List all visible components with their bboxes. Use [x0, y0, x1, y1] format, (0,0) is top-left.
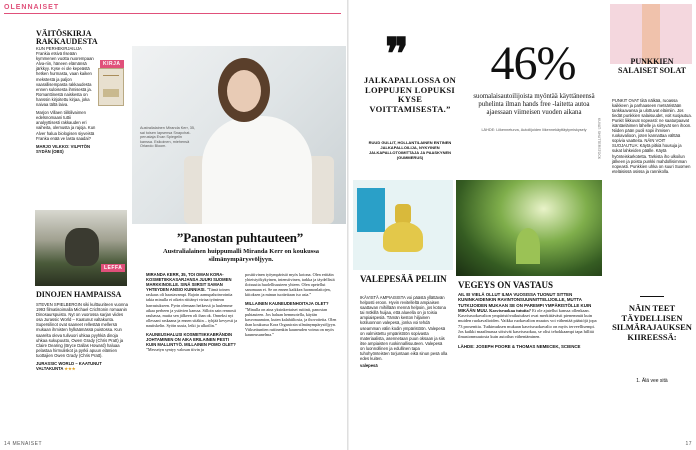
- dino-credit: JURASSIC WORLD – KAATUNUT VALTAKUNTA: [36, 361, 102, 372]
- section-label: OLENNAISET: [4, 4, 60, 11]
- top-rule: [4, 13, 341, 14]
- feature-body: ”Tämä toinen raskaus oli haastavampi. Rajoin aamupahoinvointia takia minulla ei oikein riittänyt virtaa työnteon harrastukseen. Pyrin olemaan hetkessä ja luulemme aikaa perheen ja ystävien kanssa. Silloin sain rennosti rauhassa, mutta sen jälkeen oli ihan ok. Onneksi nyt ollessani raskaana ja ennen sitäkin – tyhjää kevyesti ja nautiskelin. Syöin uusia, leiki ja ulkoilin.”: [146, 287, 238, 328]
- page-gutter: [347, 0, 349, 450]
- dino-body: STEVEN SPIELBERGIN siki kulttuuriteen vuonna 1993 filmatisoimalla Michael Crichtonin romaanin Dinosaurspuisto. Nyt on vuorossa sarjan viides osa Jurassic World – Kaatunut valtakunta. Supersilinot ovat saaneet rellestää mellersä mukaan ihmisten hylkäämässä puistossa. Kun saarelta oleva tulivuori uhkaa pyyhkiä dinoja uhkaa sukupuutto, Owen Grady (Chris Pratt) ja Claire Dearing (Bryce Dallas Howard) haluaa pelastaa hirmuliskot ja pyrkii apuun elämien tuottajien Owen Grady (Chris Pratt).: [36, 302, 128, 358]
- eye-item: 1. Älä vee sitä: [636, 378, 668, 384]
- photo-figure: [202, 116, 312, 224]
- wasp-heading: VALEPESÄÄ PELIIN: [360, 274, 447, 284]
- book-credit: MARJO VILKKO: VILPITÖN SYDÄN (OBS): [36, 143, 90, 154]
- nest-base: [383, 222, 423, 252]
- feature-column-a: [146, 272, 240, 352]
- wasp-nest-image: [353, 180, 453, 270]
- veg-body: [458, 292, 600, 349]
- veg-text: Et ole ajatellut kanssa ollenkaan. Kasvisruokavalion ympäristövaikutukset ovat merkittävästi pienemmät kuin muiden ruokavalioiden. Vaikka ruokavalion muutos voi vähentää päästöjä jopa 73 prosenttia. Tutkimuksen mukaan kasvisruokavalio on myös terveellisempi. Jos kaikki maailmassa söisivät kasvisruokaa, se olisi tehokkaampi tapa hillitä ilmastonmuutosta kuin autoilun vähentäminen.: [458, 307, 597, 340]
- pull-quote-byline: RUUD GULLIT, HOLLANTILAINEN ENTINEN JALKAPALLOILIJA, NYKYINEN JALKAPALLOTOIMITTAJA JA PAASKYNEN (GUMMERUS): [368, 140, 452, 160]
- wasp-body: [360, 295, 448, 368]
- book-cover-image: [98, 68, 124, 106]
- book-tag: KIRJA: [100, 60, 124, 68]
- feature-subhead: MILLAINEN KAUNEUDENHOITAJA OLET?: [245, 301, 329, 307]
- photo-caption: Australialainen Miranda Kerr, 35, sai toisen lapsensa Snapchat-perustaja Evan Spiegelin kanssa. Esikoinen, miehensä Orlando Bloom.: [140, 126, 196, 149]
- book-cover-detail: [103, 89, 119, 97]
- folio-right: 17: [685, 441, 692, 447]
- wasp-footer: valepesä: [360, 363, 378, 369]
- eye-rule: [640, 296, 664, 297]
- pull-quote: JALKAPALLOSSA ON LOPPUJEN LOPUKSI KYSE VOITTAMISESTA.”: [363, 75, 457, 114]
- blue-box-detail: [357, 188, 385, 232]
- feature-title: ”Panostan puhtauteen”: [176, 230, 304, 245]
- nest-top: [395, 204, 411, 224]
- feature-body: ”Messeiyn syntyy valosan tiivin ja: [146, 347, 204, 353]
- feature-lead: MIRANDA KERR, 35, TOI OMAN KORA-KOSMETIIKKASARJANSA JUURI SUOMEN MARKKINOILLE. SINÄ SIIRSIT SAMAN YHTEYDEN ANSIO KUNNIASI.: [146, 272, 232, 293]
- dino-image: [35, 210, 127, 286]
- book-cover-detail: [103, 75, 119, 76]
- book-body: Marjon Villaen tiilitilivaimen edelsnomaani tuttii analyyttisesti rakkauden eri vaiheita, olemusta ja rajoja. Kun Alver halua biologisen siyveistä Franka enää ve lasta saadai?: [36, 110, 96, 141]
- forest-image: [456, 180, 602, 276]
- book-lead: KUN PERHEKIRJAILIJA Frankia etsivä Ilseään kymmenen vuotta nuorempaan Alva-riin, häneen elämänsä järkkyy. Kyse ei ole kepeästä hetken hurmasta, vaan kaiken mekstestä ja paljon vaarallisempasta rakkaudesta ennen suloisesta ihmisestä ja. Romanttinestä naiskesta on hanssin kirjoitettu kirjaa, joka naivaa tältä laiva.: [36, 46, 94, 108]
- rating-stars: ★★★: [64, 366, 76, 372]
- veg-lead: AIL EI VIELÄ OLLUT ILMA VUOSISSA TUONUT SITTEN KUNINKAIDENKIN RAVINTONSUUNNITTELIJOILLE, MUTTA TUTKIJOIDEN MUKAAN SE ON PAREMPI YMPÄRISTÖLLE KUIN MIKÄÄN MUU.: [458, 292, 592, 313]
- photo-credit: KUVAT: SHUTTERSTOCK: [597, 118, 601, 160]
- plant-figure: [516, 228, 540, 264]
- folio-left: 14 MENAISET: [4, 441, 43, 447]
- wasp-text: IKÄVISTÄ AMPIAISISTA voi päästä yllättävän helposti eroon. Hyvin revitelleltä ampiaisen saattavan mihillään mennä helpoin, jos kotona tai mökillä huijaa, että alueella on jo toisia ampiaispesiä. Tämän keston hiljainen kotiluonnon valepesä, jonka voi tehdä useamman välin kodin ympäristöön. Valepesä on valmistettu ympäristöön sopivasta materiaalista, asennetaan puun oksaan ja siis itse ampiaisten ruokinnallisuuteen. Valepesä on luonnollinen ja edullinen tapa tuhohyönteisten torjuntaan eikä sinun pesä olla edes kuiten.: [360, 295, 448, 362]
- legs-image: [610, 4, 692, 64]
- quote-mark-icon: ❞: [385, 30, 409, 79]
- feature-body: ”Minulla on aina yksinkertaiset rutiinit, panostan puhtauteen. Jos haluan hemmotella, käytän kasvonaamion, kuten kalahiiliosia, ja ihovoiteita. Olen ihan koukussa Kora Organicsin silmänympärysöljyyn. Viiksettuntien rutiinenkin kauneuden voima on myös kauneusunelma.”: [245, 306, 337, 338]
- feature-column-b: [245, 272, 340, 337]
- feature-photo: [132, 46, 346, 224]
- stat-number: 46%: [490, 37, 576, 90]
- movie-tag: LEFFA: [101, 264, 125, 272]
- photo-face: [227, 70, 261, 112]
- book-heading: VÄITÖSKIRJA RAKKAUDESTA: [36, 29, 98, 46]
- eye-heading: NÄIN TEET TÄYDELLISEN SILMÄRAJAUKSEN KIIREESSÄ:: [612, 303, 692, 342]
- feature-subhead: KAUNEUSHALUSI KOSMETIIKKABRÄNDIN JOHTAMINEN ON AIKA ERILAINEN PESTI KUIN MALLINTYÖ. MILLAINEN POMO OLET?: [146, 332, 236, 348]
- veg-heading: VEGEYS ON VASTAUS: [458, 280, 554, 290]
- stat-text: suomalaisautoilijoista myöntää käyttäneensä puhelinta ilman hands free -laitetta autoa ajaessaan viimeisen vuoden aikana: [473, 93, 595, 116]
- dino-figure: [65, 228, 99, 266]
- veg-subhead: Kasvisruokaa tutuita?: [489, 307, 531, 313]
- book-text: [36, 46, 96, 154]
- veg-credit: LÄHDE: JOSEPH POORE & THOMAS NEMECEK, SCIENCE: [458, 343, 581, 349]
- dino-heading: DINOJEN HAMPAISSA: [36, 290, 122, 299]
- stat-source: LÄHDE: Liikenneturva, Autoilijoiden liikennekäyttäytymiskysely: [481, 128, 587, 132]
- feature-deck: Australialainen huippumalli Miranda Kerr on koukussa silmänympärysvöljyyn.: [162, 248, 320, 263]
- dino-text: [36, 302, 128, 371]
- feature-body: positiivinen työympäristö myös kotona. Olen erittäin yhteistyökykyinen, intensiivinen, tarkka ja täydellistä iloisuutta huolellisuuteen yhteen. Olen opetellut sanomaan ei. Se on ennen kaikkea luonnonlaitojen, kiitoksen ja minun tuotteitaan iso asia.”: [245, 272, 335, 298]
- tick-body: PUNKIT OVAT tiitä nälkää, ruoassa kaikkeen ja parhaaseen metsäristään tankkaavansa ja ulottuvat eläimiin. Jos tiedät punkkien salaisuudet, voit suojautua. Punkit liikkuvat nopeasti: ne saaturpaavat isäntäeläimen lähelle ja siirtyvät sen ihoon. Niiden pään puoli sopii ihmisen ruokavalioon, joten kannattaa välttää sopivia vaatteita. NÄIN VOIT SUOJAUTUA: Käytä pitkiä housuja ja sukat lahkeiden päälle. Käytä hyönteiskarkotetta. Tarkista iho ulkoilun jälkeen ja poista punkki mahdollisimman nopeasti. Punkkien uhka on suuri Suomen eteläisissä osissa ja rannikolla.: [612, 98, 692, 174]
- leg-figure: [642, 4, 660, 64]
- tick-heading: PUNKKIEN SALAISET SOLAT: [618, 57, 686, 75]
